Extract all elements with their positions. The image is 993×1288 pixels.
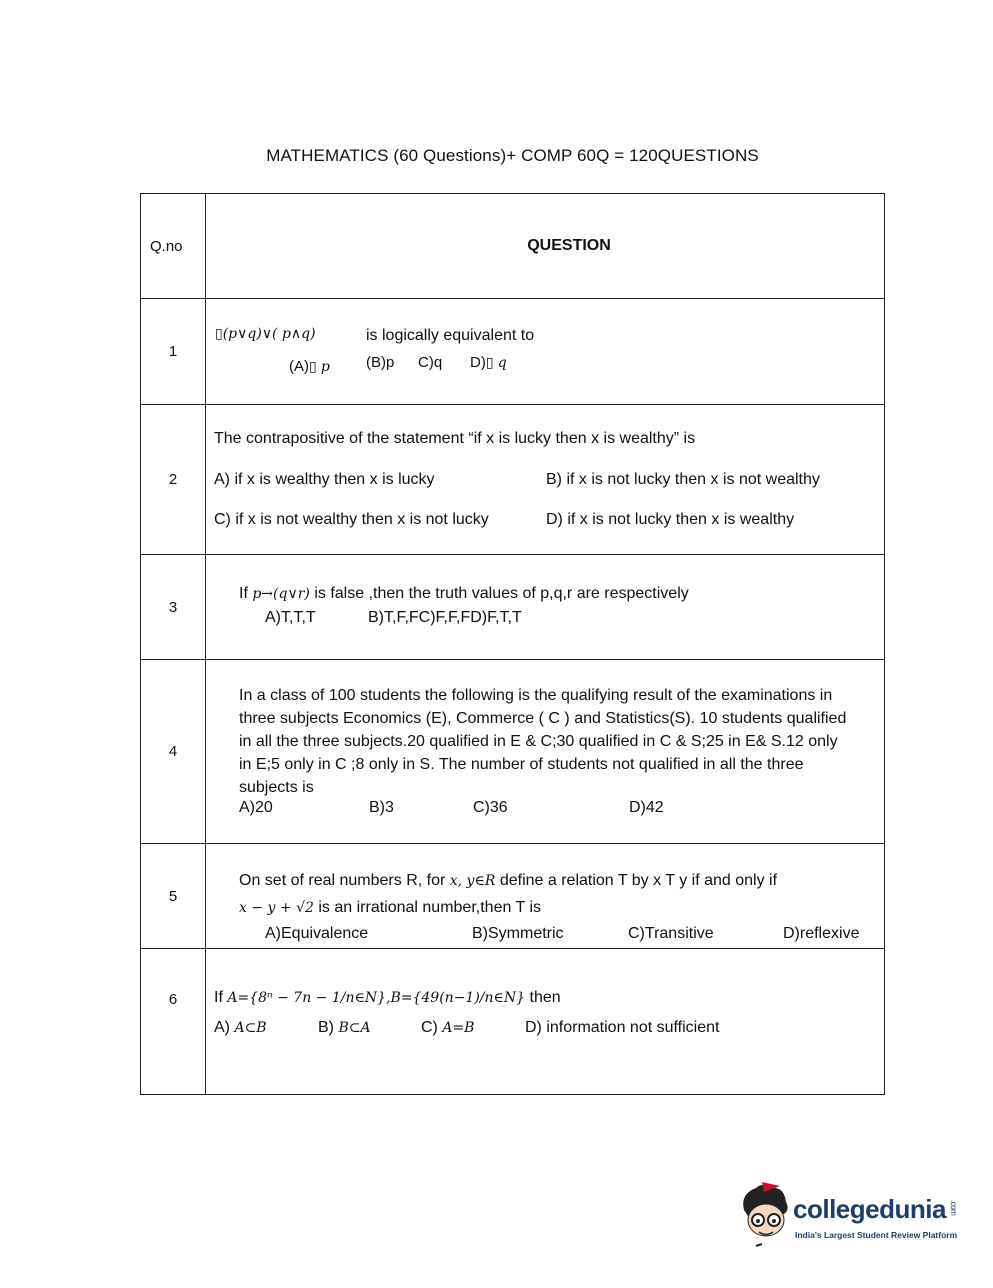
mascot-icon [736,1180,796,1250]
question-3-text: If p→(q∨r) is false ,then the truth values of p,q,r are respectively [239,585,689,602]
table-row [141,555,885,660]
option-a: A)Equivalence [265,925,369,942]
option-a: A) if x is wealthy then x is lucky [214,471,435,488]
table-header-row [141,194,885,299]
table-row [141,949,885,1095]
question-1-text: is logically equivalent to [366,327,535,344]
question-number: 2 [141,405,206,555]
collegedunia-logo [736,1180,966,1260]
options-b-c-d: B)T,F,FC)F,F,FD)F,T,T [368,609,522,626]
option-a: A)T,T,T [265,609,316,626]
option-c: C) if x is not wealthy then x is not lucky [214,511,489,528]
question-number: 6 [141,949,206,1095]
table-row [141,660,885,844]
question-number: 3 [141,555,206,660]
question-5-line-2: x − y + √2 is an irrational number,then T is [239,899,541,916]
option-d: D)▯ q [470,354,507,371]
page-title: MATHEMATICS (60 Questions)+ COMP 60Q = 120QUESTIONS [266,146,759,165]
question-header: QUESTION [527,237,611,254]
option-a: (A)▯ p [289,358,330,375]
option-c: C) A=B [421,1019,475,1036]
qno-header: Q.no [141,194,206,299]
question-5-line-1: On set of real numbers R, for x, y∈R define a relation T by x T y if and only if [239,872,778,889]
option-b: B)3 [369,799,394,816]
question-6-text: If A={8ⁿ − 7n − 1/n∈N},B={49(n−1)/n∈N} then [214,989,561,1006]
option-d: D) information not sufficient [525,1019,720,1036]
option-d: D)42 [629,799,664,816]
table-row [141,299,885,405]
question-2-text: The contrapositive of the statement “if x is lucky then x is wealthy” is [214,430,696,447]
option-a: A)20 [239,799,273,816]
option-d: D) if x is not lucky then x is wealthy [546,511,795,528]
option-c: C)q [418,354,443,371]
question-4-text: In a class of 100 students the following is the qualifying result of the examinations in three subjects Economics (E), Commerce ( C ) and Statistics(S). 10 students qualified in all the three subjects.20 qualified in E & C;30 qualified in C & S;25 in E& S.12 only in E;5 only in C ;8 only in S. The number of students not qualified in all the three subjects is [239,687,847,796]
option-b: B) B⊂A [318,1019,371,1036]
question-number: 5 [141,844,206,949]
logo-tagline: India's Largest Student Review Platform [795,1230,958,1240]
option-c: C)36 [473,799,508,816]
question-table [140,193,885,1095]
question-1-expression: ▯(p∨q)∨( p∧q) [215,326,316,342]
option-c: C)Transitive [628,925,714,942]
option-b: (B)p [366,354,395,371]
option-d: D)reflexive [783,925,860,942]
logo-wordmark: collegedunia .com [793,1194,958,1224]
table-row [141,405,885,555]
question-number: 4 [141,660,206,844]
table-row [141,844,885,949]
question-number: 1 [141,299,206,405]
option-a: A) A⊂B [214,1019,267,1036]
option-b: B) if x is not lucky then x is not wealthy [546,471,820,488]
option-b: B)Symmetric [472,925,564,942]
